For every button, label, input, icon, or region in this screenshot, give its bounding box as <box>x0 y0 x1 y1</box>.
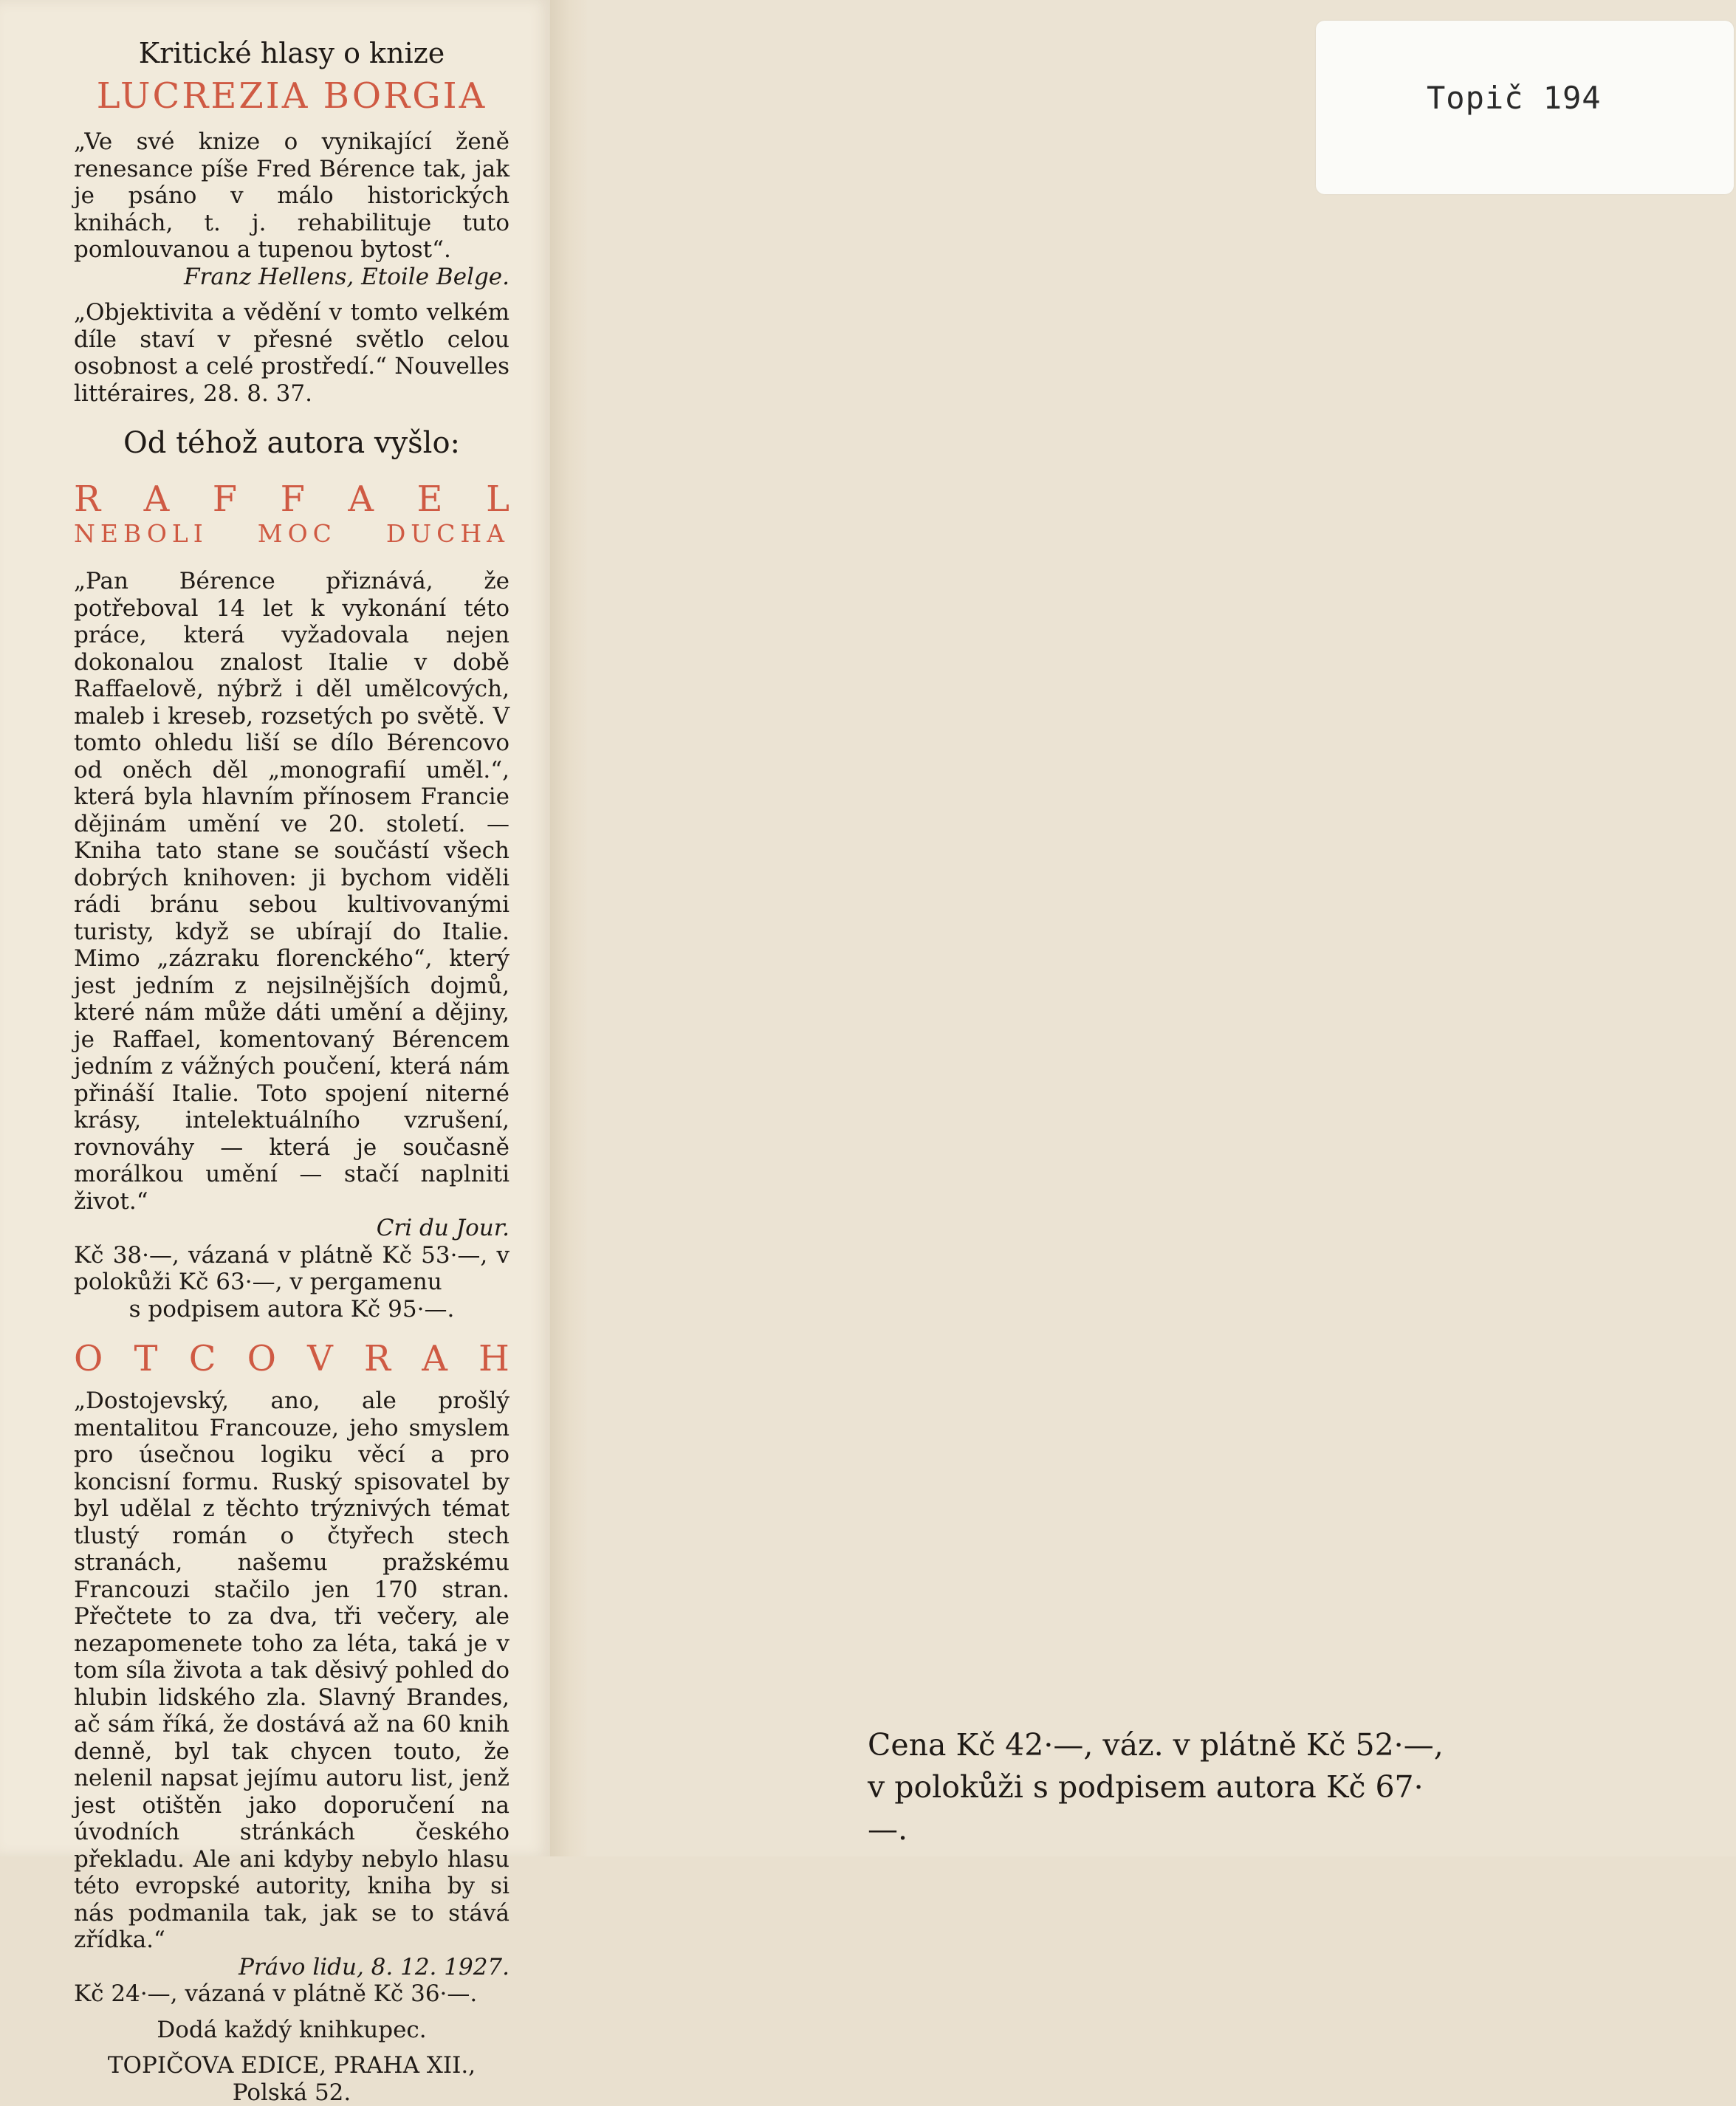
back-price-line-1: Cena Kč 42·—, váz. v plátně Kč 52·—, <box>868 1724 1458 1766</box>
reviews-heading: Kritické hlasy o knize <box>74 37 510 69</box>
title-letter: A <box>144 479 170 519</box>
review-source-1: Franz Hellens, Etoile Belge. <box>74 264 510 291</box>
title-letter: A <box>348 479 374 519</box>
review-quote-3: „Pan Bérence přiznává, že potřeboval 14 let k vykonání této práce, která vyžadovala nejen dokonalou znalost Italie v době Raffaelově, nýbrž i děl umělcových, maleb i kreseb, rozsetých po světě. V tomto ohledu liší se dílo Bérencovo od oněch děl „monografií uměl.“, která byla hlavním přínosem Francie dějinám umění ve 20. století. — Kniha tato stane se součástí všech dobrých knihoven: ji bychom viděli rádi bránu sebou kultivovanými turisty, když se ubírají do Italie. Mimo „zázraku florenckého“, který jest jedním z nejsilnějších dojmů, které nám může dáti umění a dějiny, je Raffael, komentovaný Bérencem jedním z vážných poučení, která nám přináší Italie. Toto spojení niterné krásy, intelektuálního vzrušení, rovnováhy — která je současně morálkou umění — stačí naplniti život.“ <box>74 568 510 1215</box>
title-letter: V <box>307 1339 333 1379</box>
subtitle-word: DUCHA <box>386 519 510 549</box>
title-letter: F <box>213 479 237 519</box>
title-letter: T <box>134 1339 158 1379</box>
title-letter: R <box>74 479 100 519</box>
title-letter: O <box>74 1339 103 1379</box>
review-quote-2: „Objektivita a vědění v tomto velkém díle staví v přesné světlo celou osobnost a celé prostředí.“ Nouvelles littéraires, 28. 8. 37. <box>74 299 510 407</box>
book-subtitle-raffael <box>74 519 510 549</box>
review-quote-4: „Dostojevský, ano, ale prošlý mentalitou Francouze, jeho smyslem pro úsečnou logiku věcí a pro koncisní formu. Ruský spisovatel by byl udělal z těchto trýznivých témat tlustý román o čtyřech stech stranách, našemu pražskému Francouzi stačilo jen 170 stran. Přečtete to za dva, tři večery, ale nezapomenete toho za léta, taká je v tom síla života a tak děsivý pohled do hlubin lidského zla. Slavný Brandes, ač sám říká, že dostává až na 60 knih denně, byl tak chycen touto, že nelenil napsat jejímu autoru list, jenž jest otištěn jako doporučení na úvodních stránkách českého překladu. Ale ani kdyby nebylo hlasu této evropské autority, kniha by si nás podmanila tak, jak se to stává zřídka.“ <box>74 1388 510 1954</box>
title-letter: H <box>478 1339 510 1379</box>
library-label-text: Topič 194 <box>1427 80 1602 116</box>
subtitle-word: NEBOLI <box>74 519 208 549</box>
back-price-line-2: v polokůži s podpisem autora Kč 67·—. <box>868 1766 1458 1851</box>
same-author-heading: Od téhož autora vyšlo: <box>74 426 510 460</box>
title-letter: R <box>364 1339 391 1379</box>
jacket-fold <box>550 0 587 1856</box>
title-letter: E <box>417 479 443 519</box>
flap-text-column <box>74 37 510 2106</box>
price-raffael: Kč 38·—, vázaná v plátně Kč 53·—, v polokůži Kč 63·—, v pergamenu <box>74 1242 510 1296</box>
dealer-note: Dodá každý knihkupec. <box>74 2017 510 2044</box>
publisher-name: TOPIČOVA EDICE, PRAHA XII., <box>74 2052 510 2079</box>
jacket-back-cover <box>587 0 1736 1856</box>
title-letter: A <box>422 1339 447 1379</box>
book-title-otcovrah <box>74 1339 510 1379</box>
title-letter: F <box>281 479 305 519</box>
price-otcovrah: Kč 24·—, vázaná v plátně Kč 36·—. <box>74 1980 510 2008</box>
library-label <box>1316 21 1734 194</box>
price-raffael-signed: s podpisem autora Kč 95·—. <box>74 1296 510 1323</box>
review-source-4: Právo lidu, 8. 12. 1927. <box>74 1954 510 1981</box>
subtitle-word: MOC <box>258 519 337 549</box>
review-quote-1: „Ve své knize o vynikající ženě renesance píše Fred Bérence tak, jak je psáno v málo historických knihách, t. j. rehabilituje tuto pomlouvanou a tupenou bytost“. <box>74 128 510 264</box>
publisher-address: Polská 52. <box>74 2079 510 2106</box>
title-letter: L <box>486 479 510 519</box>
review-source-3: Cri du Jour. <box>74 1215 510 1242</box>
back-price-block <box>868 1724 1458 1851</box>
book-title-lucrezia-borgia: LUCREZIA BORGIA <box>74 74 510 118</box>
title-letter: O <box>247 1339 276 1379</box>
title-letter: C <box>189 1339 216 1379</box>
book-title-raffael <box>74 479 510 519</box>
